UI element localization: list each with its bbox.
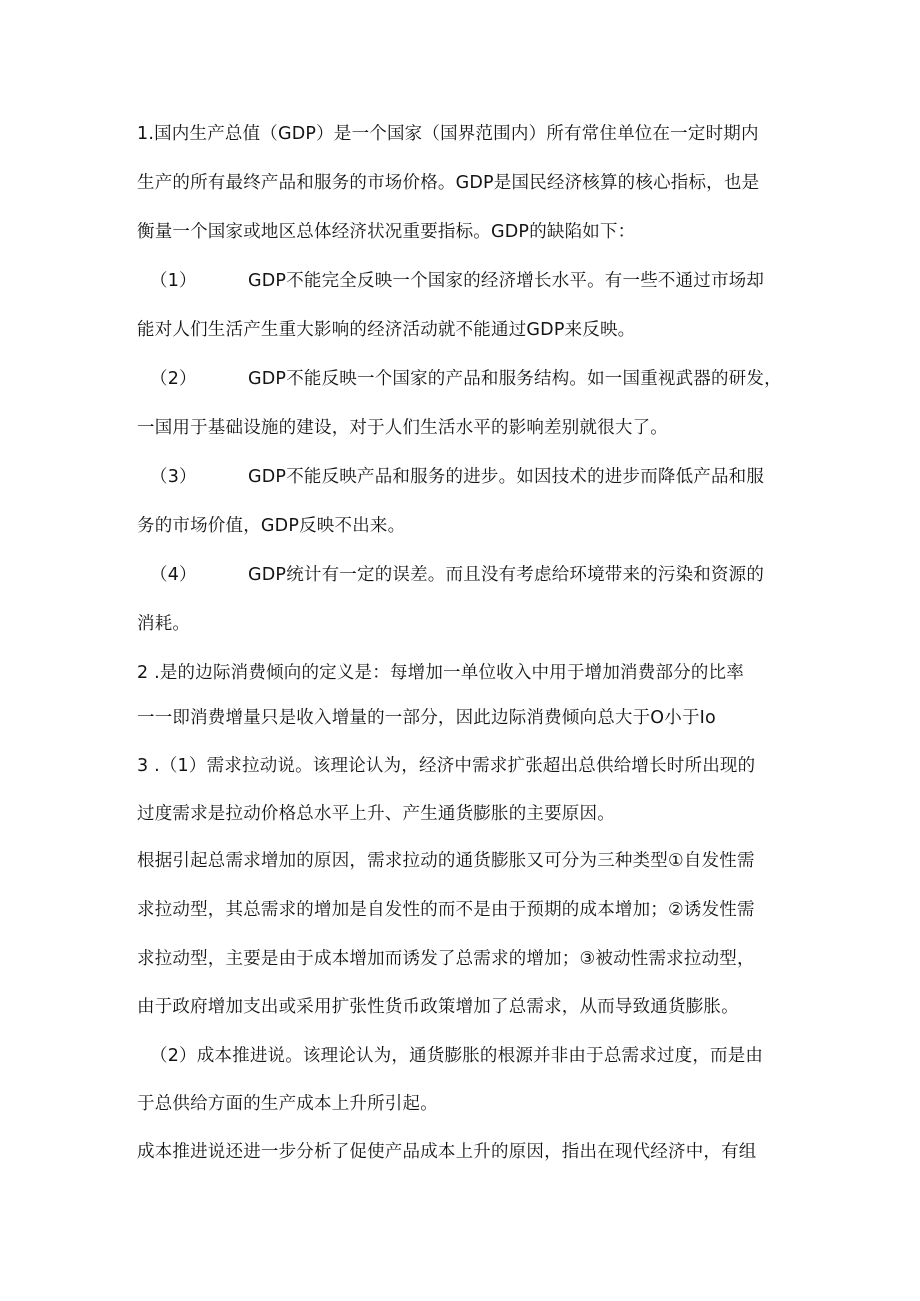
list-item-line xyxy=(150,269,764,293)
paragraph-line: 求拉动型，主要是由于成本增加而诱发了总需求的增加；③被动性需求拉动型， xyxy=(137,949,755,969)
paragraph-line: 生产的所有最终产品和服务的市场价格。GDP是国民经济核算的核心指标，也是 xyxy=(137,173,760,193)
item-text: GDP不能反映产品和服务的进步。如因技术的进步而降低产品和服 xyxy=(248,467,765,487)
list-item-line xyxy=(150,465,764,489)
paragraph-line: （2）成本推进说。该理论认为，通货膨胀的根源并非由于总需求过度，而是由 xyxy=(150,1046,764,1066)
item-number: （2） xyxy=(150,369,197,389)
list-item-line xyxy=(150,563,764,587)
paragraph-line: 衡量一个国家或地区总体经济状况重要指标。GDP的缺陷如下： xyxy=(137,222,636,242)
paragraph-line: 务的市场价值，GDP反映不出来。 xyxy=(137,516,406,536)
item-number: （3） xyxy=(150,467,197,487)
paragraph-line: 2 .是的边际消费倾向的定义是：每增加一单位收入中用于增加消费部分的比率 xyxy=(137,663,744,683)
paragraph-line: 3 .（1）需求拉动说。该理论认为，经济中需求扩张超出总供给增长时所出现的 xyxy=(137,756,756,776)
item-text: GDP统计有一定的误差。而且没有考虑给环境带来的污染和资源的 xyxy=(248,565,765,585)
paragraph-line: 成本推进说还进一步分析了促使产品成本上升的原因，指出在现代经济中，有组 xyxy=(137,1142,757,1162)
item-text: GDP不能完全反映一个国家的经济增长水平。有一些不通过市场却 xyxy=(248,271,765,291)
list-item-line xyxy=(150,367,782,391)
paragraph-line: 于总供给方面的生产成本上升所引起。 xyxy=(137,1094,438,1114)
paragraph-line: 一一即消费增量只是收入增量的一部分，因此边际消费倾向总大于O小于Io xyxy=(137,708,716,728)
paragraph-line: 过度需求是拉动价格总水平上升、产生通货膨胀的主要原因。 xyxy=(137,804,615,824)
item-number: （1） xyxy=(150,271,197,291)
paragraph-line: 由于政府增加支出或采用扩张性货币政策增加了总需求，从而导致通货膨胀。 xyxy=(137,997,739,1017)
paragraph-line: 根据引起总需求增加的原因，需求拉动的通货膨胀又可分为三种类型①自发性需 xyxy=(137,851,755,871)
paragraph-line: 能对人们生活产生重大影响的经济活动就不能通过GDP来反映。 xyxy=(137,320,636,340)
paragraph-line: 消耗。 xyxy=(137,614,191,634)
paragraph-line: 求拉动型，其总需求的增加是自发性的而不是由于预期的成本增加；②诱发性需 xyxy=(137,900,755,920)
item-text: GDP不能反映一个国家的产品和服务结构。如一国重视武器的研发， xyxy=(248,369,782,389)
paragraph-line: 一国用于基础设施的建设，对于人们生活水平的影响差别就很大了。 xyxy=(137,418,668,438)
item-number: （4） xyxy=(150,565,197,585)
paragraph-line: 1.国内生产总值（GDP）是一个国家（国界范围内）所有常住单位在一定时期内 xyxy=(137,124,759,144)
